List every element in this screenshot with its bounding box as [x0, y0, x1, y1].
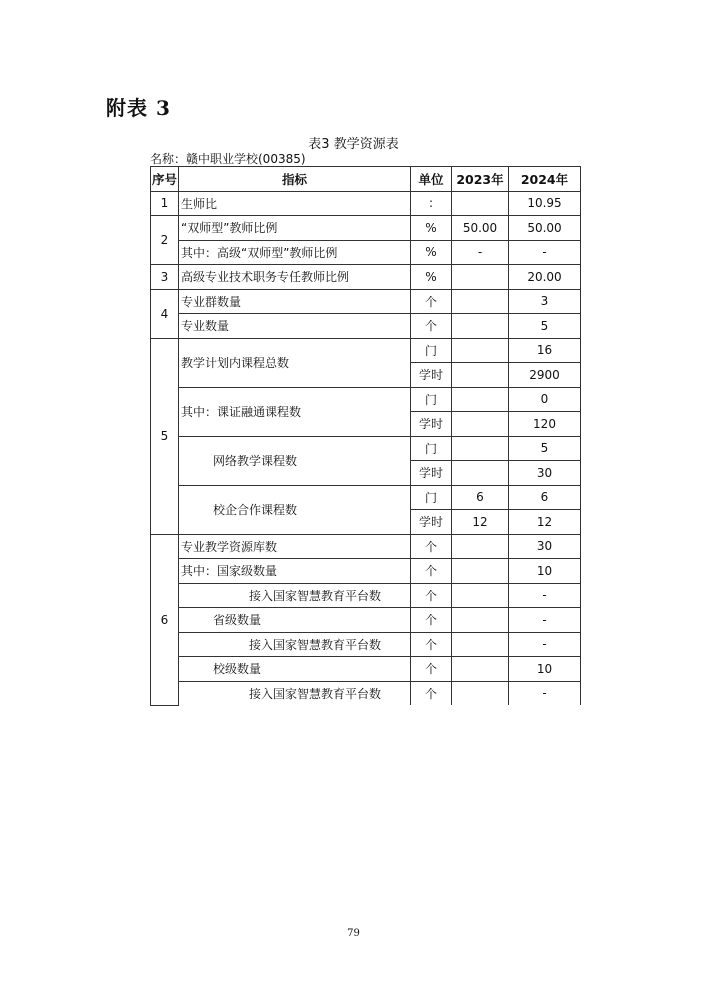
unit-cell: % — [411, 240, 452, 265]
indicator-cell: 省级数量 — [179, 608, 411, 633]
value-2023-cell — [452, 338, 509, 363]
unit-cell: 个 — [411, 632, 452, 657]
unit-cell: 个 — [411, 583, 452, 608]
table-row — [151, 265, 581, 290]
table-row — [151, 387, 581, 412]
header-2024: 2024年 — [509, 167, 581, 192]
value-2023-cell — [452, 461, 509, 486]
value-2024-cell: - — [509, 240, 581, 265]
header-unit: 单位 — [411, 167, 452, 192]
unit-cell: 学时 — [411, 363, 452, 388]
table-row — [151, 436, 581, 461]
unit-cell: 门 — [411, 436, 452, 461]
indicator-cell: 其中：高级“双师型”教师比例 — [179, 240, 411, 265]
indicator-cell: 专业群数量 — [179, 289, 411, 314]
value-2024-cell: 10.95 — [509, 191, 581, 216]
indicator-cell: 教学计划内课程总数 — [179, 338, 411, 387]
header-indicator: 指标 — [179, 167, 411, 192]
table-row — [151, 289, 581, 314]
value-2023-cell — [452, 387, 509, 412]
indicator-cell: 生师比 — [179, 191, 411, 216]
table-row — [151, 338, 581, 363]
value-2024-cell: 30 — [509, 534, 581, 559]
unit-cell: 个 — [411, 657, 452, 682]
value-2024-cell: 16 — [509, 338, 581, 363]
unit-cell: 学时 — [411, 510, 452, 535]
value-2024-cell: 10 — [509, 657, 581, 682]
table-row — [151, 632, 581, 657]
value-2023-cell — [452, 681, 509, 705]
indicator-cell: 专业教学资源库数 — [179, 534, 411, 559]
value-2024-cell: 20.00 — [509, 265, 581, 290]
seq-cell: 4 — [151, 289, 179, 338]
value-2024-cell: 0 — [509, 387, 581, 412]
indicator-cell: 校企合作课程数 — [179, 485, 411, 534]
indicator-cell: 高级专业技术职务专任教师比例 — [179, 265, 411, 290]
indicator-cell: 接入国家智慧教育平台数 — [179, 681, 411, 705]
seq-cell: 6 — [151, 534, 179, 705]
table-row — [151, 191, 581, 216]
table-row — [151, 240, 581, 265]
indicator-cell: 接入国家智慧教育平台数 — [179, 632, 411, 657]
table-row — [151, 216, 581, 241]
value-2024-cell: - — [509, 608, 581, 633]
value-2024-cell: 2900 — [509, 363, 581, 388]
table-row — [151, 608, 581, 633]
unit-cell: % — [411, 216, 452, 241]
unit-cell: 个 — [411, 608, 452, 633]
unit-cell: : — [411, 191, 452, 216]
value-2023-cell — [452, 608, 509, 633]
table-row — [151, 583, 581, 608]
indicator-cell: 接入国家智慧教育平台数 — [179, 583, 411, 608]
table-header-row — [151, 167, 581, 192]
unit-cell: 门 — [411, 387, 452, 412]
value-2023-cell — [452, 583, 509, 608]
value-2024-cell: 50.00 — [509, 216, 581, 241]
unit-cell: 个 — [411, 314, 452, 339]
table-title: 表3 教学资源表 — [308, 137, 399, 152]
unit-cell: 个 — [411, 559, 452, 584]
seq-cell: 2 — [151, 216, 179, 265]
unit-cell: 个 — [411, 681, 452, 705]
unit-cell: 学时 — [411, 461, 452, 486]
value-2024-cell: 30 — [509, 461, 581, 486]
value-2024-cell: - — [509, 583, 581, 608]
seq-cell: 5 — [151, 338, 179, 534]
unit-cell: 个 — [411, 534, 452, 559]
value-2023-cell — [452, 632, 509, 657]
value-2024-cell: 120 — [509, 412, 581, 437]
header-2023: 2023年 — [452, 167, 509, 192]
seq-cell: 3 — [151, 265, 179, 290]
table-row — [151, 657, 581, 682]
value-2023-cell — [452, 534, 509, 559]
unit-cell: 学时 — [411, 412, 452, 437]
seq-cell: 1 — [151, 191, 179, 216]
value-2023-cell — [452, 289, 509, 314]
page-number: 79 — [347, 928, 360, 939]
value-2023-cell — [452, 314, 509, 339]
value-2024-cell: 10 — [509, 559, 581, 584]
value-2024-cell: 5 — [509, 314, 581, 339]
table-row — [151, 485, 581, 510]
indicator-cell: 网络教学课程数 — [179, 436, 411, 485]
value-2023-cell: 50.00 — [452, 216, 509, 241]
indicator-cell: 校级数量 — [179, 657, 411, 682]
table-row — [151, 314, 581, 339]
indicator-cell: 其中：课证融通课程数 — [179, 387, 411, 436]
value-2024-cell: 12 — [509, 510, 581, 535]
value-2024-cell: 5 — [509, 436, 581, 461]
indicator-cell: 专业数量 — [179, 314, 411, 339]
unit-cell: 个 — [411, 289, 452, 314]
value-2023-cell — [452, 412, 509, 437]
school-name: 名称：赣中职业学校(00385) — [150, 152, 306, 166]
table-row — [151, 559, 581, 584]
value-2024-cell: - — [509, 681, 581, 705]
value-2023-cell — [452, 265, 509, 290]
header-seq: 序号 — [151, 167, 179, 192]
value-2023-cell — [452, 191, 509, 216]
value-2023-cell — [452, 363, 509, 388]
value-2023-cell — [452, 436, 509, 461]
value-2023-cell: 6 — [452, 485, 509, 510]
appendix-heading: 附表 3 — [106, 96, 171, 120]
indicator-cell: “双师型”教师比例 — [179, 216, 411, 241]
value-2023-cell: 12 — [452, 510, 509, 535]
value-2023-cell: - — [452, 240, 509, 265]
unit-cell: 门 — [411, 485, 452, 510]
value-2023-cell — [452, 657, 509, 682]
unit-cell: 门 — [411, 338, 452, 363]
table-row — [151, 681, 581, 705]
value-2024-cell: 3 — [509, 289, 581, 314]
indicator-cell: 其中：国家级数量 — [179, 559, 411, 584]
value-2024-cell: 6 — [509, 485, 581, 510]
teaching-resources-table — [150, 166, 581, 706]
value-2023-cell — [452, 559, 509, 584]
value-2024-cell: - — [509, 632, 581, 657]
unit-cell: % — [411, 265, 452, 290]
table-row — [151, 534, 581, 559]
